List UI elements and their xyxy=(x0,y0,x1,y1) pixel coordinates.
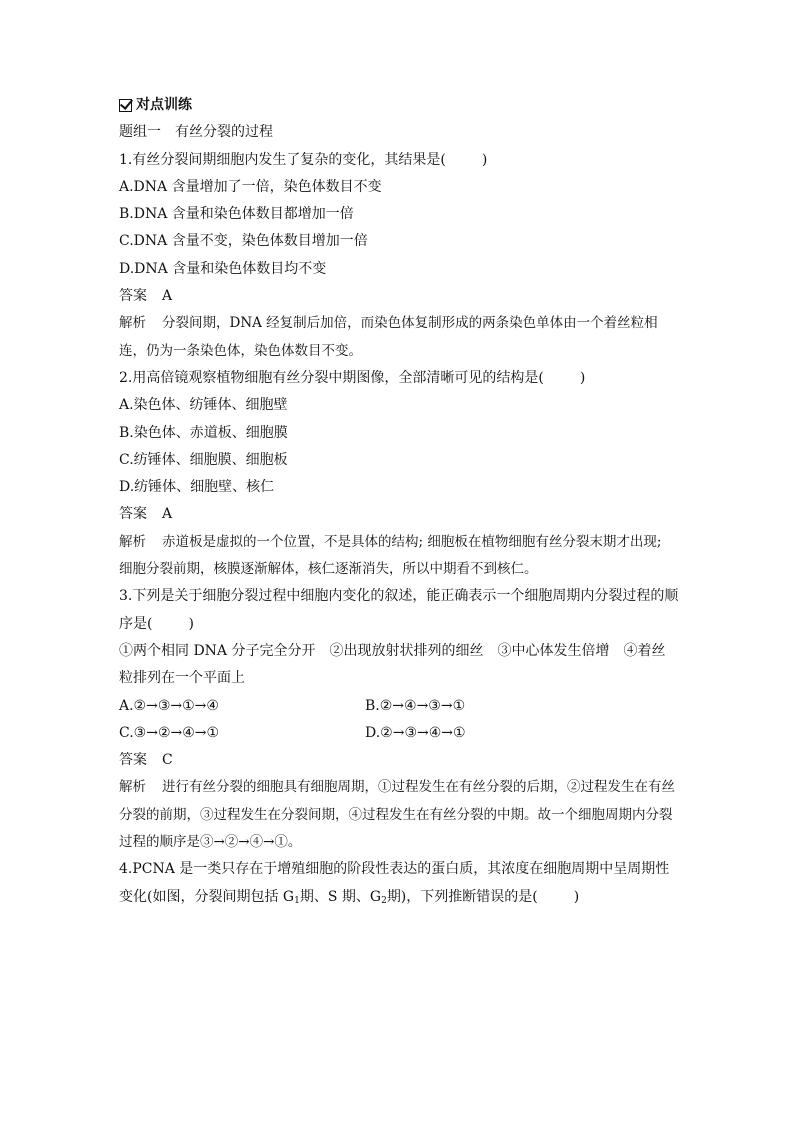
checkbox-check-icon xyxy=(119,99,132,112)
option-1d: D.DNA 含量和染色体数目均不变 xyxy=(119,260,327,277)
question-1-paren: ) xyxy=(481,151,488,168)
answer-value: A xyxy=(162,288,173,305)
option-2d: D.纺锤体、细胞壁、核仁 xyxy=(119,479,275,496)
answer-1 xyxy=(119,283,679,310)
question-1-text: 1.有丝分裂间期细胞内发生了复杂的变化，其结果是( xyxy=(119,151,446,168)
analysis-label: 解析 xyxy=(119,779,146,796)
answer-value: C xyxy=(162,752,173,769)
analysis-label: 解析 xyxy=(119,315,146,332)
option-3d: D.②→③→④→① xyxy=(365,724,466,741)
answer-value: A xyxy=(162,506,173,523)
question-4-text-b: 期、S 期、G xyxy=(299,888,382,905)
option-3a: A.②→③→①→④ xyxy=(119,697,219,714)
question-4-stem xyxy=(119,856,679,915)
group-heading xyxy=(119,119,679,146)
option-row-3ab xyxy=(119,693,679,720)
analysis-text: 赤道板是虚拟的一个位置，不是具体的结构; 细胞板在植物细胞有丝分裂末期才出现; 细胞分裂前期，核膜逐渐解体，核仁逐渐消失，所以中期看不到核仁。 xyxy=(119,533,662,578)
group-label: 题组一 xyxy=(119,124,161,141)
answer-3 xyxy=(119,747,679,774)
group-title: 有丝分裂的过程 xyxy=(175,124,273,141)
analysis-text: 进行有丝分裂的细胞具有细胞周期，①过程发生在有丝分裂的后期，②过程发生在有丝分裂的前期，③过程发生在分裂间期，④过程发生在有丝分裂的中期。故一个细胞周期内分裂过程的顺序是③→②→④→①。 xyxy=(119,779,675,851)
answer-label: 答案 xyxy=(119,752,147,769)
question-3-text: 3.下列是关于细胞分裂过程中细胞内变化的叙述，能正确表示一个细胞周期内分裂过程的顺序是( xyxy=(119,588,679,632)
option-row-3cd xyxy=(119,720,679,747)
option-2a: A.染色体、纺锤体、细胞壁 xyxy=(119,397,288,414)
answer-2 xyxy=(119,501,679,528)
question-4-paren: ) xyxy=(573,888,580,905)
section-heading xyxy=(119,92,679,119)
analysis-3 xyxy=(119,774,679,856)
option-3b: B.②→④→③→① xyxy=(365,697,466,714)
question-4-text-a: 4.PCNA 是一类只存在于增殖细胞的阶段性表达的蛋白质，其浓度在细胞周期中呈周期性变化(如图，分裂间期包括 G xyxy=(119,861,670,905)
option-2b: B.染色体、赤道板、细胞膜 xyxy=(119,424,288,441)
analysis-text: 分裂间期，DNA 经复制后加倍，而染色体复制形成的两条染色单体由一个着丝粒相连，仍为一条染色体，染色体数目不变。 xyxy=(119,315,658,359)
exercise-content xyxy=(119,92,679,915)
analysis-1 xyxy=(119,310,679,365)
question-3-statements: ①两个相同 DNA 分子完全分开 ②出现放射状排列的细丝 ③中心体发生倍增 ④着丝粒排列在一个平面上 xyxy=(119,642,666,687)
subscript-2: 2 xyxy=(381,895,387,906)
option-1b: B.DNA 含量和染色体数目都增加一倍 xyxy=(119,206,354,223)
analysis-2 xyxy=(119,529,679,584)
option-2c: C.纺锤体、细胞膜、细胞板 xyxy=(119,451,288,468)
question-4-text-c: 期)，下列推断错误的是( xyxy=(386,888,538,905)
question-2-stem xyxy=(119,365,679,392)
option-1a: A.DNA 含量增加了一倍，染色体数目不变 xyxy=(119,178,382,195)
question-3-stem xyxy=(119,583,679,638)
subscript-1: 1 xyxy=(294,895,300,906)
section-title: 对点训练 xyxy=(136,97,192,113)
question-3-paren: ) xyxy=(188,615,194,632)
question-2-text: 2.用高倍镜观察植物细胞有丝分裂中期图像，全部清晰可见的结构是( xyxy=(119,369,544,386)
question-1-stem xyxy=(119,147,679,174)
answer-label: 答案 xyxy=(119,288,147,305)
answer-label: 答案 xyxy=(119,506,147,523)
question-2-paren: ) xyxy=(579,369,586,386)
analysis-label: 解析 xyxy=(119,533,146,550)
option-3c: C.③→②→④→① xyxy=(119,724,220,741)
option-1c: C.DNA 含量不变，染色体数目增加一倍 xyxy=(119,233,368,250)
